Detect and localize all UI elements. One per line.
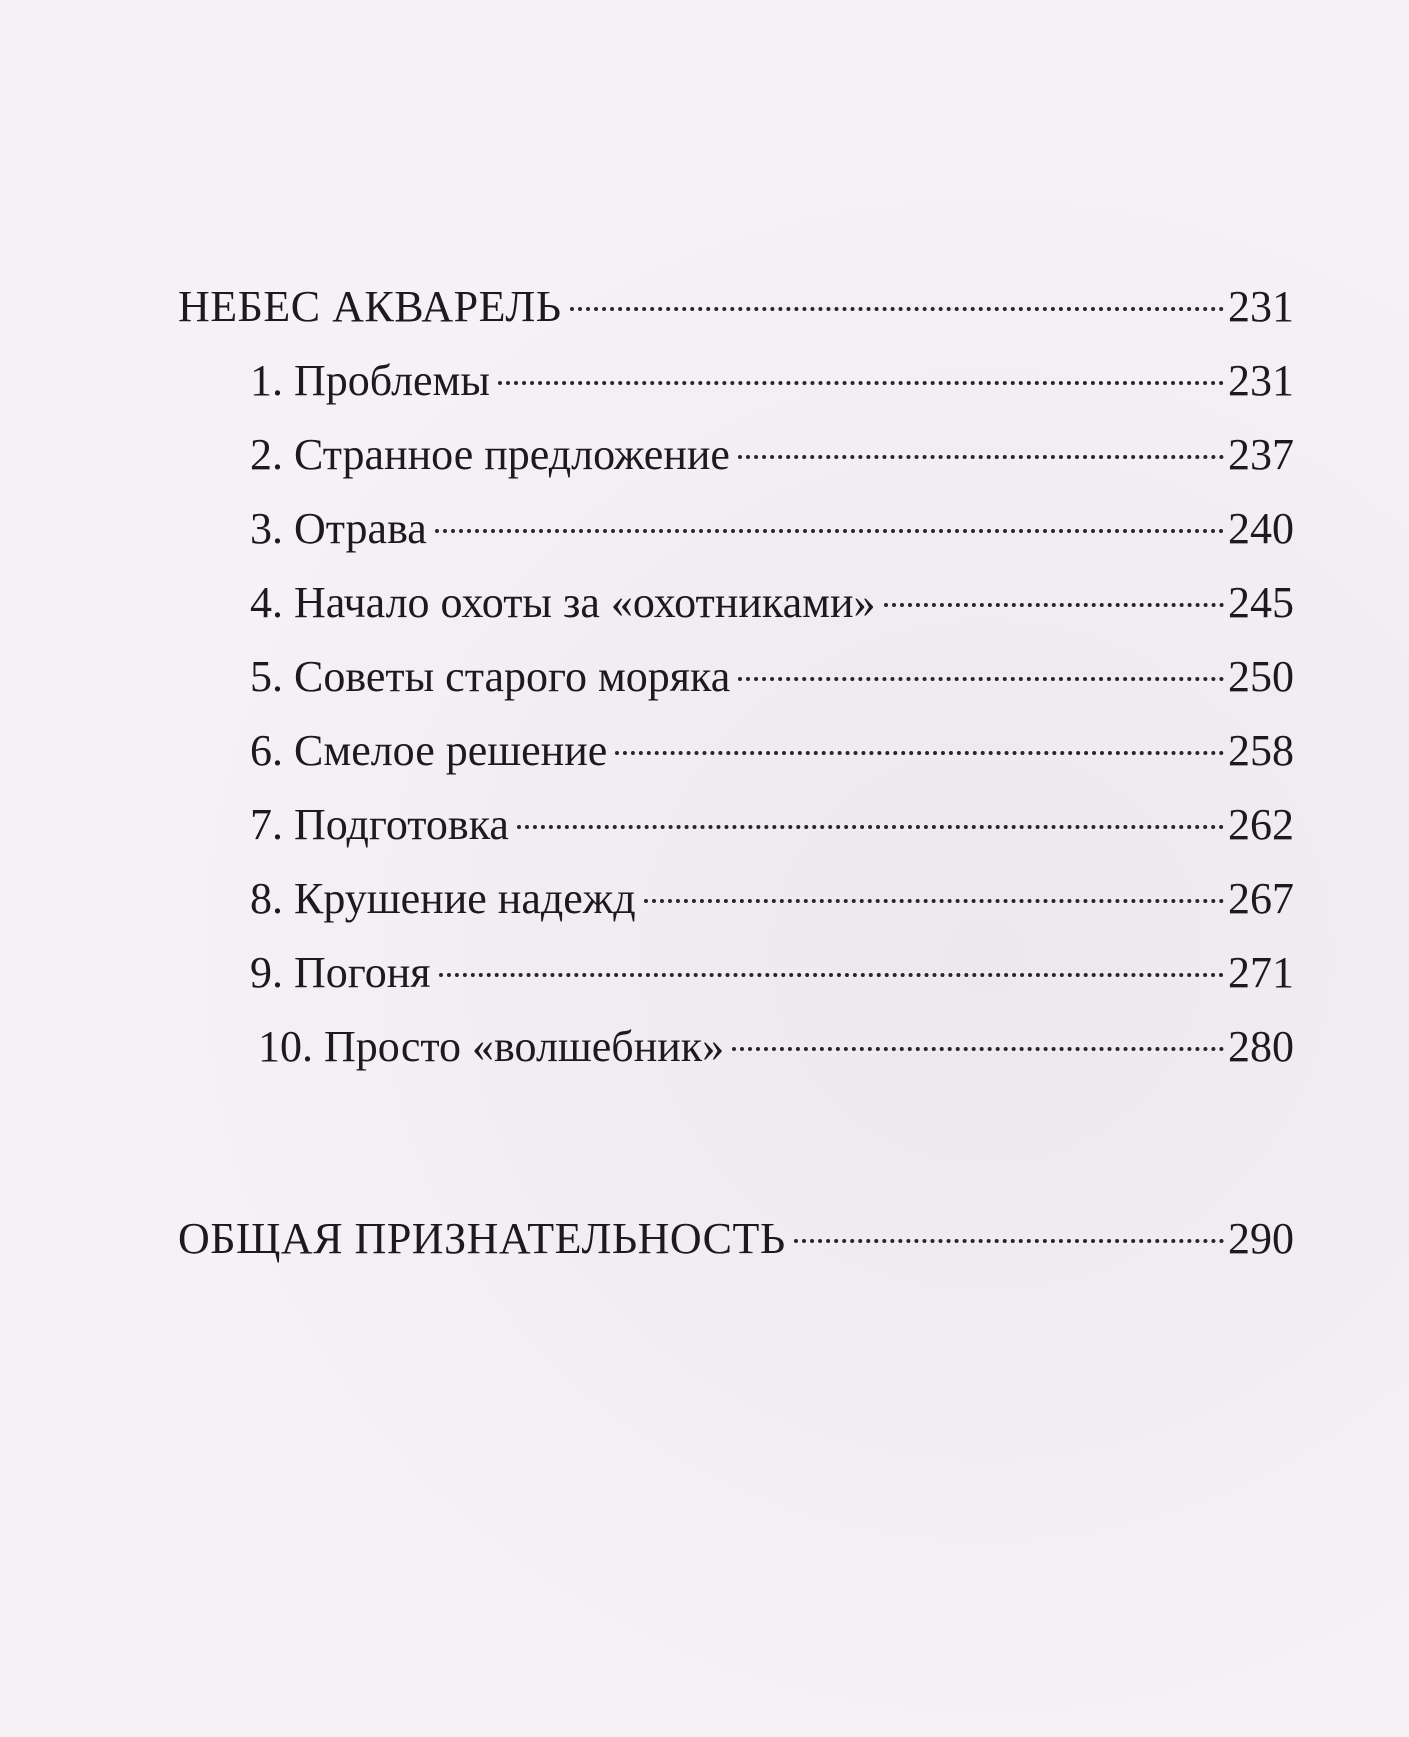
dot-leader (439, 973, 1224, 977)
dot-leader (435, 529, 1224, 533)
toc-entry-title: 6. Смелое решение (250, 726, 608, 775)
dot-leader (732, 1047, 1224, 1051)
toc-part-heading (178, 270, 1294, 344)
toc-entry-page: 258 (1228, 726, 1294, 775)
toc-entry-title: 10. Просто «волшебник» (258, 1022, 725, 1071)
toc-entry-title: 7. Подготовка (250, 800, 509, 849)
toc-entry-title: 3. Отрава (250, 504, 427, 553)
toc-chapter-6 (178, 714, 1294, 788)
toc-chapter-2 (178, 418, 1294, 492)
dot-leader (794, 1239, 1224, 1243)
toc-entry-page: 280 (1228, 1022, 1294, 1071)
toc-entry-page: 267 (1228, 874, 1294, 923)
toc-entry-page: 262 (1228, 800, 1294, 849)
toc-entry-page: 271 (1228, 948, 1294, 997)
toc-entry-title: НЕБЕС АКВАРЕЛЬ (178, 282, 562, 331)
dot-leader (738, 455, 1224, 459)
toc-entry-page: 250 (1228, 652, 1294, 701)
toc-entry-title: 9. Погоня (250, 948, 431, 997)
toc-chapter-3 (178, 492, 1294, 566)
toc-entry-title: 4. Начало охоты за «охотниками» (250, 578, 876, 627)
toc-chapter-1 (178, 344, 1294, 418)
toc-entry-page: 231 (1228, 282, 1294, 331)
toc-chapter-8 (178, 862, 1294, 936)
dot-leader (644, 899, 1224, 903)
toc-chapter-5 (178, 640, 1294, 714)
table-of-contents (178, 270, 1294, 1276)
toc-entry-page: 240 (1228, 504, 1294, 553)
toc-chapter-7 (178, 788, 1294, 862)
toc-chapter-9 (178, 936, 1294, 1010)
toc-entry-title: 1. Проблемы (250, 356, 490, 405)
section-gap (178, 1084, 1294, 1202)
toc-entry-page: 245 (1228, 578, 1294, 627)
toc-entry-title: 8. Крушение надежд (250, 874, 636, 923)
toc-entry-page: 290 (1228, 1214, 1294, 1263)
dot-leader (738, 677, 1224, 681)
toc-chapter-10 (178, 1010, 1294, 1084)
toc-entry-title: ОБЩАЯ ПРИЗНАТЕЛЬНОСТЬ (178, 1214, 786, 1263)
dot-leader (884, 603, 1225, 607)
dot-leader (615, 751, 1224, 755)
toc-entry-page: 237 (1228, 430, 1294, 479)
dot-leader (517, 825, 1224, 829)
toc-closing-heading (178, 1202, 1294, 1276)
toc-entry-page: 231 (1228, 356, 1294, 405)
toc-chapter-4 (178, 566, 1294, 640)
toc-entry-title: 2. Странное предложение (250, 430, 730, 479)
toc-entry-title: 5. Советы старого моряка (250, 652, 731, 701)
dot-leader (498, 381, 1224, 385)
dot-leader (570, 307, 1225, 311)
